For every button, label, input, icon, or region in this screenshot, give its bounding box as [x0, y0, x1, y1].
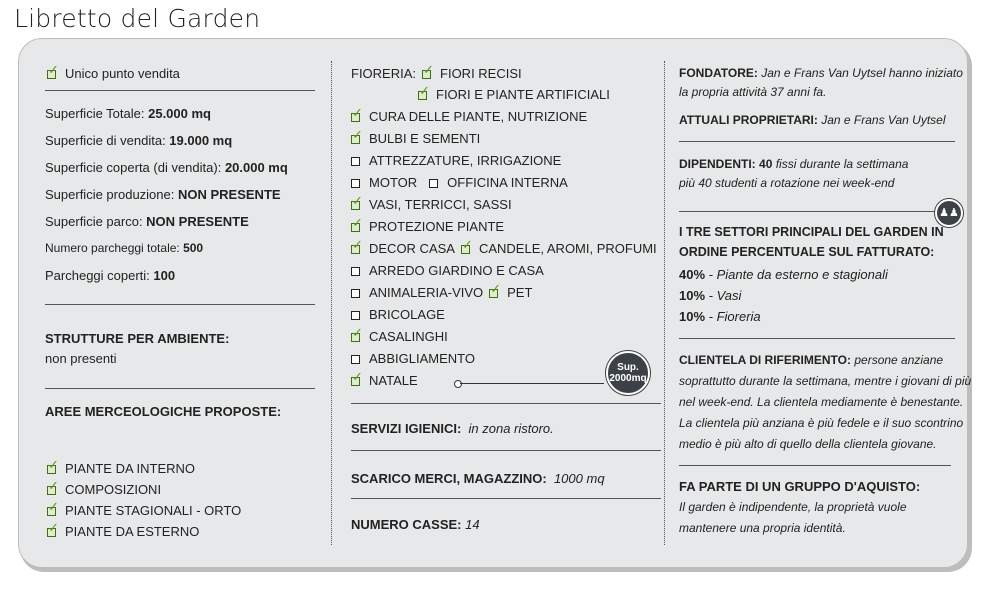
divider — [679, 211, 945, 212]
checkbox-empty-icon — [351, 355, 360, 364]
checkbox-checked-icon — [351, 113, 360, 122]
divider — [679, 338, 955, 339]
checkbox-checked-icon — [461, 245, 470, 254]
gruppo-line: mantenere una propria identità. — [679, 521, 846, 535]
checkbox-checked-icon — [351, 333, 360, 342]
checkbox-checked-icon — [351, 201, 360, 210]
checkbox-checked-icon — [47, 507, 56, 516]
checkbox-checked-icon — [351, 245, 360, 254]
fondatore: FONDATORE: Jan e Frans Van Uytsel hanno iniziato — [679, 66, 963, 80]
settore-item: 10% - Fioreria — [679, 309, 761, 324]
unico-punto-vendita: ✓Unico punto vendita — [47, 66, 180, 81]
dipendenti: DIPENDENTI: 40 fissi durante la settimana — [679, 157, 909, 171]
checkbox-empty-icon — [351, 311, 360, 320]
checkbox-checked-icon — [47, 528, 56, 537]
checkbox-empty-icon — [351, 267, 360, 276]
fioreria-row: FIORERIA:✓ FIORI RECISI — [351, 66, 522, 81]
column-categories — [334, 39, 664, 567]
superficie-vendita: Superficie di vendita: 19.000 mq — [45, 133, 233, 148]
area-item: ✓PIANTE STAGIONALI - ORTO — [47, 503, 241, 518]
superficie-coperta: Superficie coperta (di vendita): 20.000 mq — [45, 160, 288, 175]
checkbox-checked-icon — [47, 70, 56, 79]
category-item: ✓PROTEZIONE PIANTE — [351, 219, 504, 234]
clientela: CLIENTELA DI RIFERIMENTO: persone anziane — [679, 353, 944, 367]
column-divider — [664, 61, 665, 545]
area-item: ✓PIANTE DA ESTERNO — [47, 524, 199, 539]
divider — [45, 304, 315, 305]
category-item: ✓CASALINGHI — [351, 329, 448, 344]
clientela-line: soprattutto durante la settimana, mentre i giovani di più — [679, 374, 972, 388]
category-item: ARREDO GIARDINO E CASA — [351, 263, 544, 278]
parcheggi-coperti: Parcheggi coperti: 100 — [45, 268, 176, 283]
checkbox-checked-icon — [47, 486, 56, 495]
category-item: ✓VASI, TERRICCI, SASSI — [351, 197, 512, 212]
strutture-title: STRUTTURE PER AMBIENTE: — [45, 331, 230, 346]
divider — [351, 403, 661, 404]
info-card — [18, 38, 972, 568]
category-item: ✓BULBI E SEMENTI — [351, 131, 480, 146]
attuali-proprietari: ATTUALI PROPRIETARI: Jan e Frans Van Uytsel — [679, 113, 946, 127]
superficie-parco: Superficie parco: NON PRESENTE — [45, 214, 249, 229]
checkbox-checked-icon — [47, 465, 56, 474]
checkbox-checked-icon — [351, 135, 360, 144]
clientela-line: medio è più alto di quello della clientela giovane. — [679, 437, 937, 451]
checkbox-checked-icon — [489, 289, 498, 298]
checkbox-empty-icon — [351, 179, 360, 188]
area-item: ✓PIANTE DA INTERNO — [47, 461, 195, 476]
column-general — [19, 39, 329, 567]
superficie-totale: Superficie Totale: 25.000 mq — [45, 106, 211, 121]
connector-line — [460, 383, 604, 384]
gruppo-line: Il garden è indipendente, la proprietà vuole — [679, 500, 907, 514]
checkbox-checked-icon — [351, 377, 360, 386]
area-item: ✓COMPOSIZIONI — [47, 482, 161, 497]
category-item: ABBIGLIAMENTO — [351, 351, 475, 366]
category-item: ATTREZZATURE, IRRIGAZIONE — [351, 153, 561, 168]
surface-badge: Sup. 2000mq — [606, 351, 650, 395]
dipendenti-cont: più 40 studenti a rotazione nei week-end — [679, 176, 895, 190]
category-item: ✓NATALE — [351, 373, 418, 388]
checkbox-checked-icon — [351, 223, 360, 232]
checkbox-checked-icon — [422, 70, 431, 79]
fiori-artificiali-row: ✓FIORI E PIANTE ARTIFICIALI — [418, 87, 610, 102]
checkbox-empty-icon — [351, 157, 360, 166]
servizi-igienici: SERVIZI IGIENICI: in zona ristoro. — [351, 421, 554, 436]
gruppo-title: FA PARTE DI UN GRUPPO D'AQUISTO: — [679, 479, 921, 494]
divider — [679, 141, 955, 142]
category-item: ✓CURA DELLE PIANTE, NUTRIZIONE — [351, 109, 587, 124]
column-divider — [331, 61, 332, 545]
people-icon: ♟♟ — [935, 199, 963, 227]
clientela-line: La clientela più anziana è più fedele e il suo scontrino — [679, 416, 964, 430]
category-item: BRICOLAGE — [351, 307, 445, 322]
fondatore-cont: la propria attività 37 anni fa. — [679, 85, 827, 99]
numero-parcheggi: Numero parcheggi totale: 500 — [45, 241, 204, 255]
divider — [351, 498, 661, 499]
clientela-line: nel week-end. La clientela mediamente è benestante. — [679, 395, 964, 409]
checkbox-empty-icon — [429, 179, 438, 188]
divider — [679, 465, 951, 466]
settore-item: 40% - Piante da esterno e stagionali — [679, 267, 888, 282]
divider — [45, 388, 315, 389]
connector-dot — [454, 380, 462, 388]
settore-item: 10% - Vasi — [679, 288, 742, 303]
divider — [45, 90, 315, 91]
strutture-value: non presenti — [45, 351, 117, 366]
page-title: Libretto del Garden — [14, 4, 261, 33]
settori-title: I TRE SETTORI PRINCIPALI DEL GARDEN IN — [679, 225, 944, 239]
column-company — [669, 39, 972, 567]
aree-title: AREE MERCEOLOGICHE PROPOSTE: — [45, 404, 282, 419]
numero-casse: NUMERO CASSE: 14 — [351, 517, 480, 532]
category-item: ANIMALERIA-VIVO✓ PET — [351, 285, 532, 300]
checkbox-checked-icon — [418, 91, 427, 100]
superficie-produzione: Superficie produzione: NON PRESENTE — [45, 187, 281, 202]
scarico-merci: SCARICO MERCI, MAGAZZINO: 1000 mq — [351, 471, 605, 486]
settori-title-cont: ORDINE PERCENTUALE SUL FATTURATO: — [679, 245, 935, 259]
category-item: MOTOR OFFICINA INTERNA — [351, 175, 568, 190]
checkbox-empty-icon — [351, 289, 360, 298]
divider — [351, 450, 661, 451]
category-item: ✓DECOR CASA✓ CANDELE, AROMI, PROFUMI — [351, 241, 657, 256]
